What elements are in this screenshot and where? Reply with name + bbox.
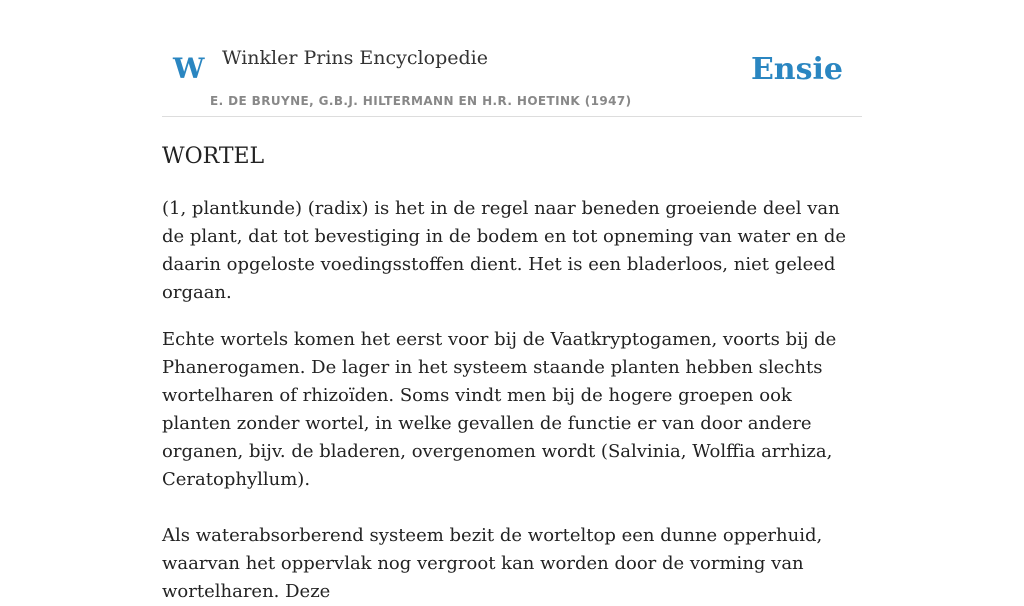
entry-body [162,143,862,606]
book-logo[interactable]: W [173,52,205,85]
entry-paragraph: (1, plantkunde) (radix) is het in de regel naar beneden groeiende deel van de plant, dat tot bevestiging in de bodem en tot opneming van water en de daarin opgeloste voedingsstoffen dient. Het is een bladerloos, niet geleed orgaan. [162,198,847,303]
book-title[interactable]: Winkler Prins Encyclopedie [222,47,488,69]
page-header [162,0,862,117]
entry-paragraph: Echte wortels komen het eerst voor bij de Vaatkryptogamen, voorts bij de Phanerogamen. De lager in het systeem staande planten hebben slechts wortelharen of rhizoïden. Soms vindt men bij de hogere groepen ook planten zonder wortel, in welke gevallen de functie er van door andere organen, bijv. de bladeren, overgenomen wordt (Salvinia, Wolffia arrhiza, Ceratophyllum). [162,329,837,490]
brand-logo-link[interactable]: Ensie [750,52,843,87]
entry-paragraph: Als waterabsorberend systeem bezit de worteltop een dunne opperhuid, waarvan het oppervlak nog vergroot kan worden door de vorming van wortelharen. Deze [162,525,823,602]
book-authors: E. DE BRUYNE, G.B.J. HILTERMANN EN H.R. HOETINK (1947) [210,94,632,108]
entry-title: WORTEL [162,144,265,169]
content-column [162,0,862,606]
